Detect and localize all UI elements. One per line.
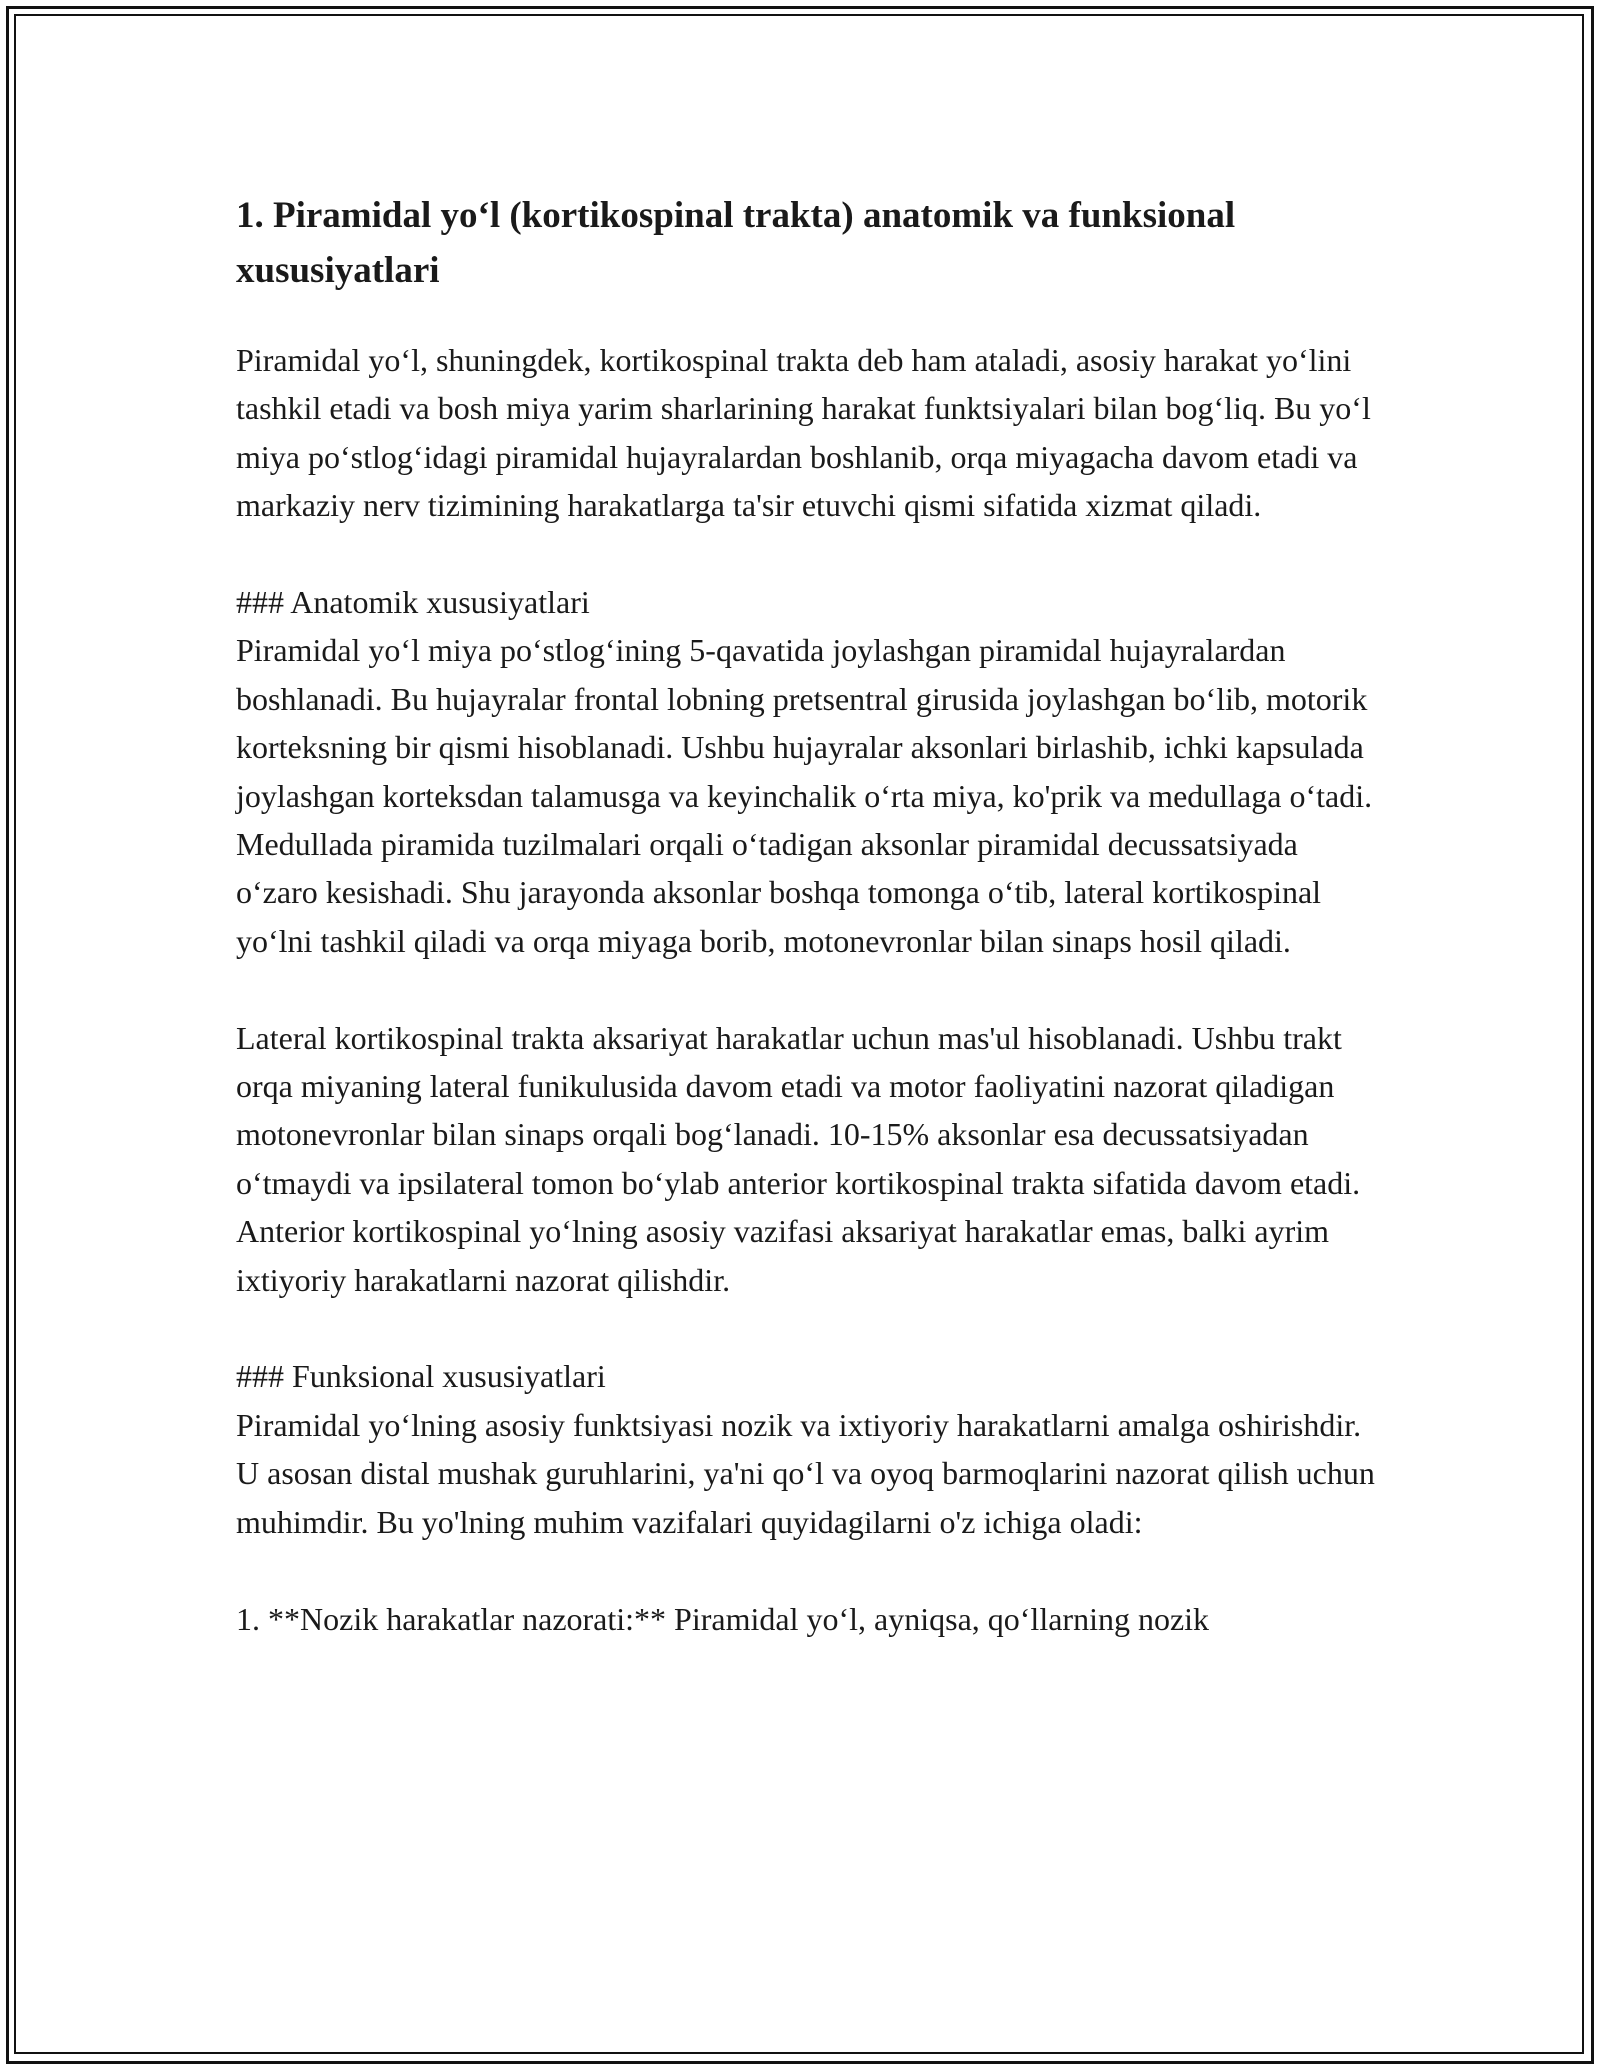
document-title: 1. Piramidal yo‘l (kortikospinal trakta) anatomik va funksional xususiyatlari — [236, 195, 1236, 291]
anatomy-paragraph-1: Piramidal yo‘l miya po‘stlog‘ining 5-qavatida joylashgan piramidal hujayralardan boshlanadi. Bu hujayralar frontal lobning pretsentral girusida joylashgan bo‘lib, motorik korteksning bir qismi hisoblanadi. Ushbu hujayralar aksonlari birlashib, ichki kapsulada joylashgan korteksdan talamusga va keyinchalik o‘rta miya, ko'prik va medullaga o‘tadi. Medullada piramida tuzilmalari orqali o‘tadigan aksonlar piramidal decussatsiyada o‘zaro kesishadi. Shu jarayonda aksonlar boshqa tomonga o‘tib, lateral kortikospinal yo‘lni tashkil qiladi va orqa miyaga borib, motonevronlar bilan sinaps hosil qiladi. — [236, 632, 1381, 959]
paragraph-gap — [236, 530, 1376, 578]
paragraph-gap — [236, 1304, 1376, 1352]
document-body — [236, 188, 1383, 1643]
anatomy-paragraph-2: Lateral kortikospinal trakta aksariyat harakatlar uchun mas'ul hisoblanadi. Ushbu trakt orqa miyaning lateral funikulusida davom etadi va motor faoliyatini nazorat qiladigan motonevronlar bilan sinaps orqali bog‘lanadi. 10-15% aksonlar esa decussatsiyadan o‘tmaydi va ipsilateral tomon bo‘ylab anterior kortikospinal trakta sifatida davom etadi. Anterior kortikospinal yo‘lning asosiy vazifasi aksariyat harakatlar emas, balki ayrim ixtiyoriy harakatlarni nazorat qilishdir. — [236, 1019, 1367, 1298]
anatomy-heading: ### Anatomik xususiyatlari — [236, 584, 590, 621]
function-heading: ### Funksional xususiyatlari — [236, 1358, 606, 1395]
paragraph-gap — [236, 1546, 1376, 1594]
intro-paragraph: Piramidal yo‘l, shuningdek, kortikospinal trakta deb ham ataladi, asosiy harakat yo‘lini tashkil etadi va bosh miya yarim sharlarining harakat funktsiyalari bilan bog‘liq. Bu yo‘l miya po‘stlog‘idagi piramidal hujayralardan boshlanib, orqa miyagacha davom etadi va markaziy nerv tizimining harakatlarga ta'sir etuvchi qismi sifatida xizmat qiladi. — [236, 342, 1379, 524]
list-item: 1. **Nozik harakatlar nazorati:** Piramidal yo‘l, ayniqsa, qo‘llarning nozik — [236, 1600, 1210, 1637]
function-paragraph-1: Piramidal yo‘lning asosiy funktsiyasi nozik va ixtiyoriy harakatlarni amalga oshirishdir. U asosan distal mushak guruhlarini, ya'ni qo‘l va oyoq barmoqlarini nazorat qilish uchun muhimdir. Bu yo'lning muhim vazifalari quyidagilarni o'z ichiga oladi: — [236, 1406, 1383, 1540]
paragraph-gap — [236, 965, 1376, 1013]
